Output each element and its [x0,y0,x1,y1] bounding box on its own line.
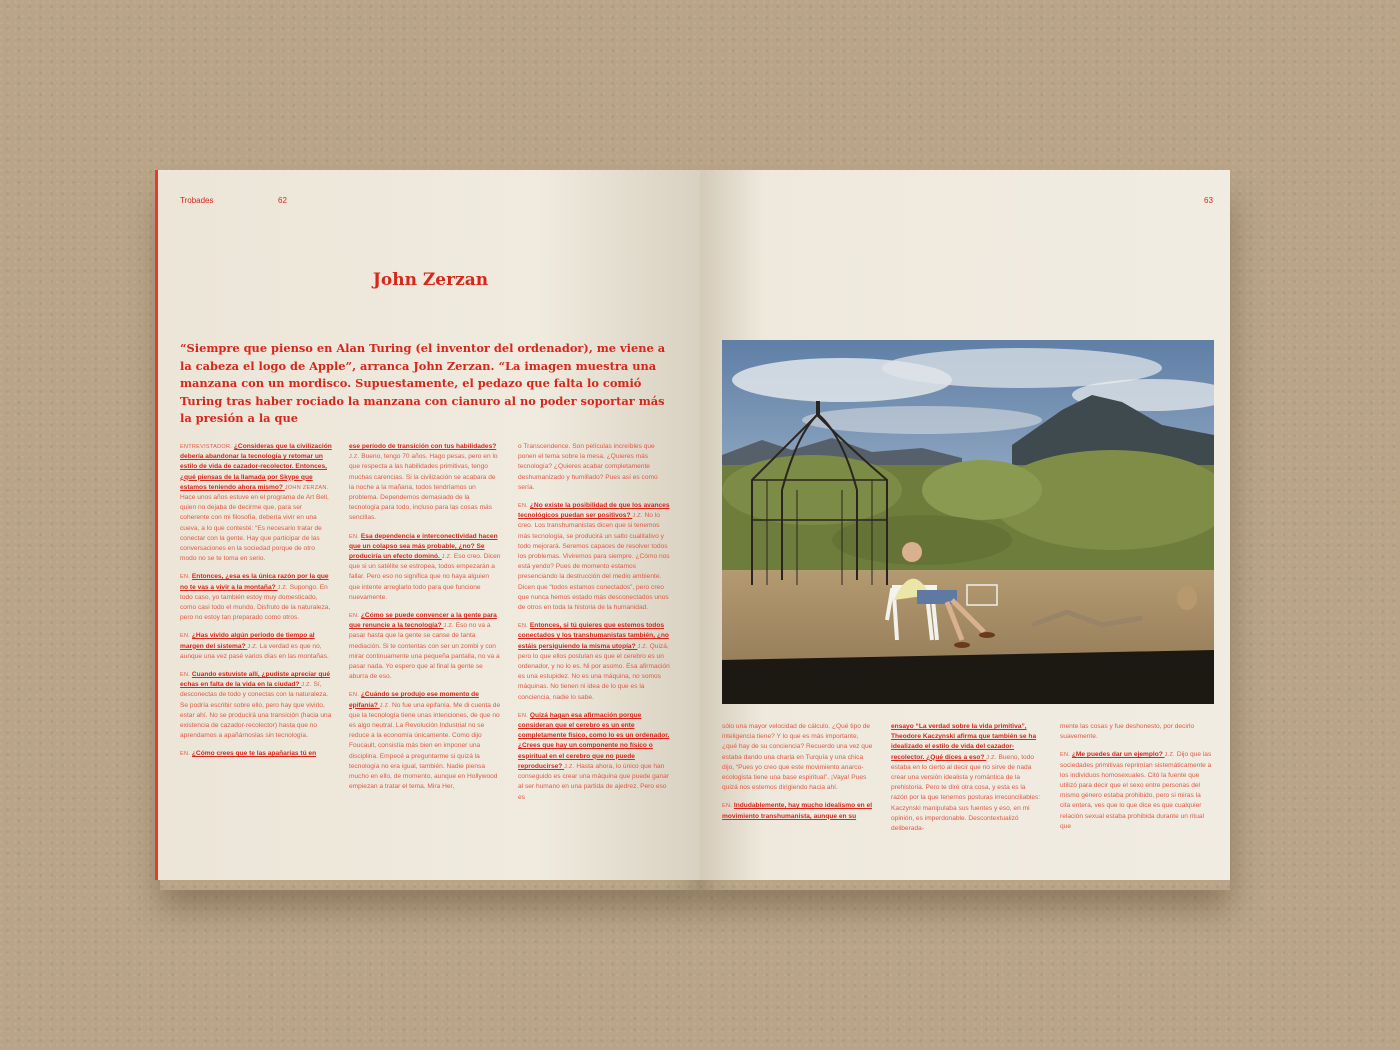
interview-question: ¿Me puedes dar un ejemplo? [1071,751,1165,759]
speaker-label: EN. [180,672,192,679]
interview-answer: sólo una mayor velocidad de cálculo. ¿Qué tipo de inteligencia tiene? Y lo que es más importante, ¿qué hay de su conciencia? Recuerdo una vez que estaba dando una charla en Turquía y una chica dijo, “Pues yo creo que este movimiento anarco-ecologista tiene una base espiritual”. ¡Vaya! Pues quizá nos estemos dirigiendo hacia ahí. [722,723,873,792]
speaker-label: EN. [180,574,192,581]
interview-paragraph [722,801,874,821]
interview-question: Indudablemente, hay mucho idealismo en el movimiento transhumanista, aunque en su [722,802,873,820]
speaker-label: EN. [722,803,734,810]
left-page [155,170,703,880]
lead-paragraph: “Siempre que pienso en Alan Turing (el inventor del ordenador), me viene a la cabeza el logo de Apple”, arranca John Zerzan. “La imagen muestra una manzana con un mordisco. Supuestamente, el pedazo que falta lo comió Turing tras haber rociado la manzana con cianuro al no poder soportar más la presión a la que [180,341,666,425]
speaker-label: EN. [349,613,361,620]
speaker-label: EN. [1060,752,1072,759]
speaker-label: J.Z. [247,643,260,650]
speaker-label: J.Z. [637,643,650,650]
interview-paragraph [349,611,501,682]
interview-answer: Hasta ahora, lo único que han conseguido es crear una máquina que puede ganar al ser humano en una partida de ajedrez. Pero eso es [518,762,670,801]
interview-question: Cuando estuviste allí, ¿pudiste apreciar qué echas en falta de la vida en la ciudad? [180,671,331,689]
speaker-label: J.Z. [277,584,290,591]
interview-question: ¿Cómo se puede convencer a la gente para que renuncie a la tecnología? [349,612,497,630]
speaker-label: J.Z. [441,554,454,561]
interview-answer: Bueno, todo estaba en lo cierto al decir que no sirve de nada crear una versión idealista y romántica de la prehistoria. Pero te diré otra cosa, y esta es la razón por la que tenemos posturas irreconciliables: Kaczynski manipulaba sus fuentes y eso, en mi opinión, es imperdonable. Descontextualizó deliberada- [891,753,1041,833]
speaker-label: EN. [180,633,192,640]
left-column-2 [349,442,501,801]
interview-paragraph [349,690,501,792]
interview-question: ¿No existe la posibilidad de que los avances tecnológicos puedan ser positivos? [518,502,670,520]
interview-paragraph [349,532,501,603]
interview-answer: Quizá, pero lo que ellos postulan es que el cerebro es un ordenador, y no lo es. Ni por asomo. Esa afirmación es una estupidez. No es una máquina, no somos máquinas. No tienen ni idea de lo que es la conciencia, nadie lo sabe. [518,642,670,701]
right-column-2 [891,722,1043,842]
interview-answer: o Transcendence. Son películas increíbles que ponen el tema sobre la mesa. ¿Quieres más tecnología? ¿Quieres acabar completamente deshumanizado y humillado? Pues así es como sería. [518,443,658,491]
speaker-label: J.Z. [301,682,314,689]
speaker-label: J.Z. [443,623,456,630]
interview-answer: No lo creo. Los transhumanistas dicen que si tenemos más tecnología, se producirá un salto cualitativo y todo mejorará. Seremos capaces de resolver todos los problemas. Viviremos para siempre. ¿Cómo nos está yendo? Pues de momento estamos presenciando la destrucción del medio ambiente. Dicen que “todos estamos conectados”, pero creo que nunca hemos estado más desconectados unos de otros en toda la historia de la humanidad. [518,512,670,612]
portrait-photo [722,340,1214,704]
interview-question: ensayo “La verdad sobre la vida primitiva”, Theodore Kaczynski afirma que también se ha idealizado el estilo de vida del cazador-recolector. ¿Qué dices a eso? [891,723,1037,761]
speaker-label: EN. [349,692,361,699]
interview-paragraph [180,631,332,662]
interview-paragraph [891,722,1043,834]
interview-paragraph [518,442,670,493]
interview-question: Quizá hagan esa afirmación porque consideran que el cerebro es un ente completamente físico, como lo es un ordenador. ¿Crees que hay un componente no físico o espiritual en el cerebro que no puede reproducirse? [518,711,670,770]
left-column-1 [180,442,332,768]
interview-answer: Supongo. En todo caso, yo también estoy muy domesticado, como casi todo el mundo. Disfruto de la naturaleza, pero no estoy tan preparado como otros. [180,583,331,622]
interview-question: ¿Has vivido algún periodo de tiempo al margen del sistema? [180,632,315,650]
speaker-label: J.Z. [986,754,999,761]
interview-question: ¿Cómo crees que te las apañarías tú en [191,750,317,758]
speaker-label: JOHN ZERZAN. [284,484,329,491]
speaker-label: ENTREVISTADOR. [180,444,234,450]
speaker-label: J.Z. [1164,752,1177,759]
article-title: John Zerzan [372,270,489,290]
speaker-label: J.Z. [564,763,577,770]
interview-paragraph [180,572,332,623]
interview-question: Esa dependencia e interconectividad hacen que un colapso sea más probable, ¿no? Se produciría un efecto dominó. [349,532,498,561]
speaker-label: EN. [180,751,192,758]
speaker-label: J.Z. [379,702,392,709]
page-number-left: 62 [278,196,287,205]
speaker-label: J.Z. [632,513,645,520]
section-label: Trobades [180,196,214,205]
left-column-3 [518,442,670,811]
interview-paragraph [1060,750,1212,832]
interview-question: ¿Consideras que la civilización debería abandonar la tecnología y retomar un estilo de vida de cazador-recolector. Entonces, ¿qué piensas de la llamada por Skype que estamos teniendo ahora mismo? [180,443,332,491]
interview-answer: mente las cosas y fue deshonesto, por decirlo suavemente. [1060,723,1195,741]
interview-paragraph [518,501,670,613]
interview-paragraph [349,442,501,524]
interview-answer: No fue una epifanía. Me di cuenta de que la tecnología tiene unas intenciones, de que no es algo neutral. La Revolución Industrial no se reduce a la economía únicamente. Como dijo Foucault, consistía más bien en imponer una disciplina. Empecé a preguntarme si quizá la tecnología no era igual, también. Nadie piensa mucho en ello, de momento, aunque en Hollywood empiezan a tratar el tema. Mira Her, [349,701,501,791]
interview-paragraph [180,442,332,564]
interview-question: ¿Cuándo se produjo ese momento de epifanía? [349,691,479,709]
interview-answer: La verdad es que no, aunque una vez pasé varios días en las montañas. [180,642,329,660]
interview-paragraph [722,722,874,793]
interview-paragraph [518,621,670,703]
interview-answer: Sí, desconectas de todo y conectas con la naturaleza. Se podría escribir sobre ello, pero hay que vivirlo, estar ahí. No se producirá una transición (hacia una existencia de cazador-recolector) hasta que no aprendamos a apañárnoslas sin tecnología. [180,681,332,740]
interview-answer: Eso creo. Dicen que si un satélite se estropea, todos empezarán a fallar. Pero eso no significa que no haya alguien que intente arreglarlo todo para que funcione nuevamente. [349,553,501,601]
speaker-label: EN. [349,533,361,540]
interview-question: ese período de transición con tus habilidades? [349,443,497,450]
interview-answer: Hace unos años estuve en el programa de Art Bell, quien no dejaba de decirme que, para ser coherente con mi filosofía, debería vivir en una cueva, a lo que contesté: “Es necesario tratar de conectar con la gente. Hay que participar de las conversaciones en la sociedad porque de otro modo no se te toma en serio. [180,494,329,563]
interview-question: Entonces, ¿esa es la única razón por la que no te vas a vivir a la montaña? [180,573,329,591]
interview-paragraph [1060,722,1212,742]
page-number-right: 63 [1204,196,1213,205]
interview-paragraph [180,749,332,759]
speaker-label: J.Z. [349,454,362,461]
interview-paragraph [180,670,332,741]
speaker-label: EN. [518,623,530,630]
interview-answer: Eso no va a pasar hasta que la gente se canse de tanta mediación. Si te contentas con ser un zombi y con mirar continuamente una pequeña pantalla, no va a pasar nada. Yo espero que al final la gente se aburra de eso. [349,622,500,681]
right-page [700,170,1230,880]
right-column-3 [1060,722,1212,840]
speaker-label: EN. [518,712,530,719]
right-column-1 [722,722,874,830]
interview-answer: Bueno, tengo 70 años. Hago pesas, pero en lo que respecta a las habilidades primitivas, tengo muchas carencias. Si la civilización se acabara de la noche a la mañana, todos tendríamos un problema. Dependemos demasiado de la tecnología para todo, incluso para las cosas más sencillas. [349,453,498,522]
interview-question: Entonces, si tú quieres que estemos todos conectados y los transhumanistas también, ¿no estáis persiguiendo la misma utopía? [518,622,669,650]
speaker-label: EN. [518,503,530,510]
interview-answer: Dijo que las sociedades primitivas reprimían sistemáticamente a los individuos homosexuales. Citó la fuente que utilizó para decir que el sexo entre personas del mismo género estaba prohibido, pero si miras la cita entera, ves que lo que dice es que cualquier relación sexual estaba prohibida durante un ritual que [1060,751,1212,830]
interview-paragraph [518,711,670,803]
